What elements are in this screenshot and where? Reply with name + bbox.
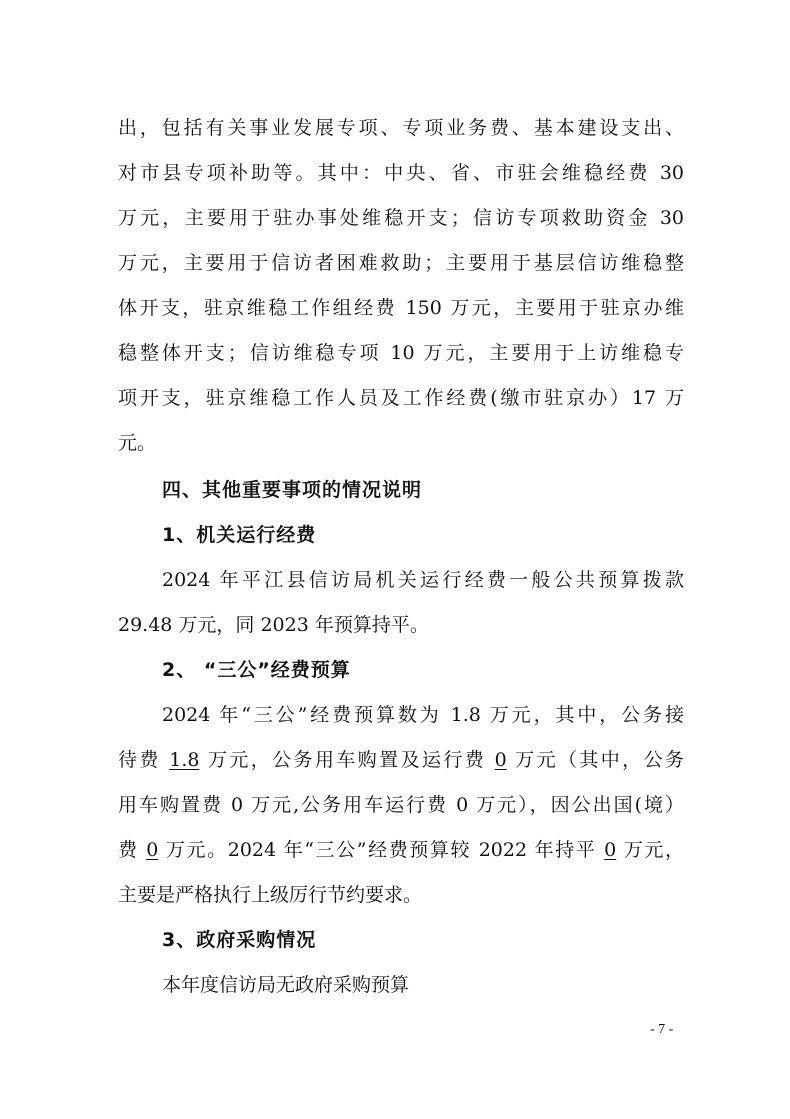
text-segment: 万元， <box>616 839 685 861</box>
sub3-line-1: 本年度信访局无政府采购预算 <box>162 974 410 996</box>
sub2-line-1: 2024 年“三公”经费预算数为 1.8 万元，其中，公务接 <box>162 704 684 726</box>
sub1-line-1: 2024 年平江县信访局机关运行经费一般公共预算拨款 <box>162 569 684 591</box>
page-number: - 7 - <box>650 1022 674 1037</box>
text-segment: 费 <box>118 839 147 861</box>
sub2-line-3: 用车购置费 0 万元,公务用车运行费 0 万元），因公出国(境） <box>118 794 684 816</box>
underlined-value: 0 <box>146 839 159 861</box>
sub2-line-2 <box>118 745 684 775</box>
sub2-line-5: 主要是严格执行上级厉行节约要求。 <box>118 884 423 906</box>
subsection-heading-3: 3、政府采购情况 <box>162 929 317 951</box>
body-line-4: 万元，主要用于信访者困难救助；主要用于基层信访维稳整 <box>118 252 684 274</box>
sub1-line-2: 29.48 万元，同 2023 年预算持平。 <box>118 614 429 636</box>
body-line-6: 稳整体开支；信访维稳专项 10 万元，主要用于上访维稳专 <box>118 342 684 364</box>
sub2-line-4 <box>118 835 684 865</box>
body-line-7: 项开支，驻京维稳工作人员及工作经费(缴市驻京办）17 万 <box>118 387 684 409</box>
body-line-2: 对市县专项补助等。其中：中央、省、市驻会维稳经费 30 <box>118 162 684 184</box>
underlined-value: 0 <box>604 839 617 861</box>
text-segment: 待费 <box>118 749 170 771</box>
body-line-8: 元。 <box>118 432 157 454</box>
text-segment: 万元，公务用车购置及运行费 <box>199 749 495 771</box>
section-heading: 四、其他重要事项的情况说明 <box>162 479 423 501</box>
underlined-value: 0 <box>494 749 507 771</box>
body-line-3: 万元，主要用于驻办事处维稳开支；信访专项救助资金 30 <box>118 207 684 229</box>
text-segment: 万元。2024 年“三公”经费预算较 2022 年持平 <box>158 839 605 861</box>
body-line-1: 出，包括有关事业发展专项、专项业务费、基本建设支出、 <box>118 117 684 139</box>
subsection-heading-2: 2、 “三公”经费预算 <box>162 659 351 681</box>
text-segment: 万元（其中，公务 <box>506 749 684 771</box>
subsection-heading-1: 1、机关运行经费 <box>162 524 317 546</box>
underlined-value: 1.8 <box>169 749 200 771</box>
body-line-5: 体开支，驻京维稳工作组经费 150 万元，主要用于驻京办维 <box>118 297 684 319</box>
